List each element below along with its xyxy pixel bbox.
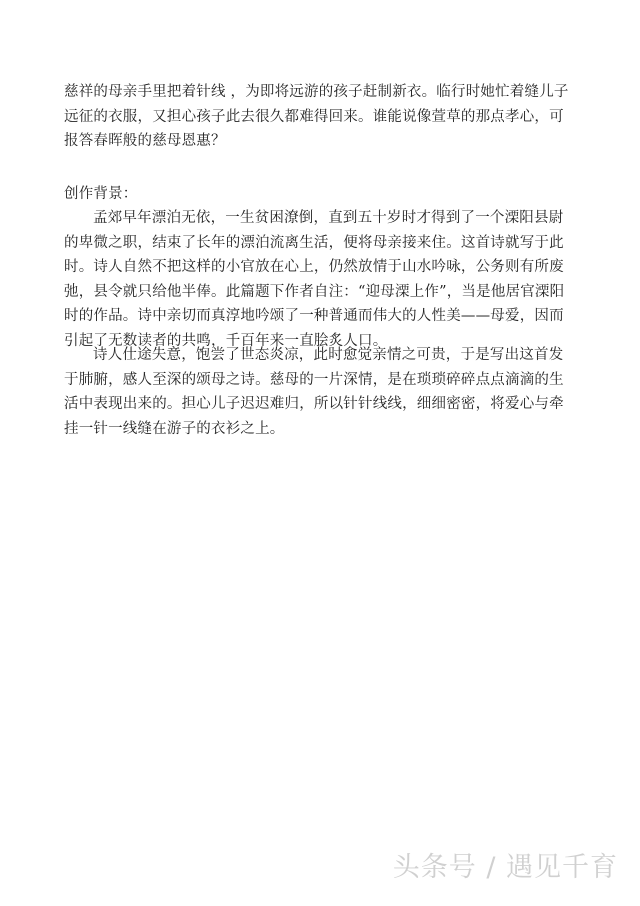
intro-paragraph: 慈祥的母亲手里把着针线 ，为即将远游的孩子赶制新衣。临行时她忙着缝儿子远征的衣服，又担心孩子此去很久都难得回来。谁能说像萱草的那点孝心，可报答春晖般的慈母恩惠？ xyxy=(64,84,569,149)
background-paragraph-1: 孟郊早年漂泊无依，一生贫困潦倒，直到五十岁时才得到了一个溧阳县尉的卑微之职，结束了长年的漂泊流离生活，便将母亲接来住。这首诗就写于此时。诗人自然不把这样的小官放在心上，仍然放情于山水吟咏，公务则有所废弛，县令就只给他半俸。此篇题下作者自注：“迎母溧上作”，当是他居官溧阳时的作品。诗中亲切而真淳地吟颂了一种普通而伟大的人性美——母爱，因而引起了无数读者的共鸣，千百年来一直脍炙人口。 xyxy=(64,210,565,349)
background-paragraph-2: 诗人仕途失意，饱尝了世态炎凉，此时愈觉亲情之可贵，于是写出这首发于肺腑，感人至深的颂母之诗。慈母的一片深情，是在琐琐碎碎点点滴滴的生活中表现出来的。担心儿子迟迟难归，所以针针线线，细细密密，将爱心与牵挂一针一线缝在游子的衣衫之上。 xyxy=(64,347,564,437)
background-heading: 创作背景： xyxy=(64,186,138,202)
watermark-text: 头条号 / 遇见千育 xyxy=(392,852,618,883)
